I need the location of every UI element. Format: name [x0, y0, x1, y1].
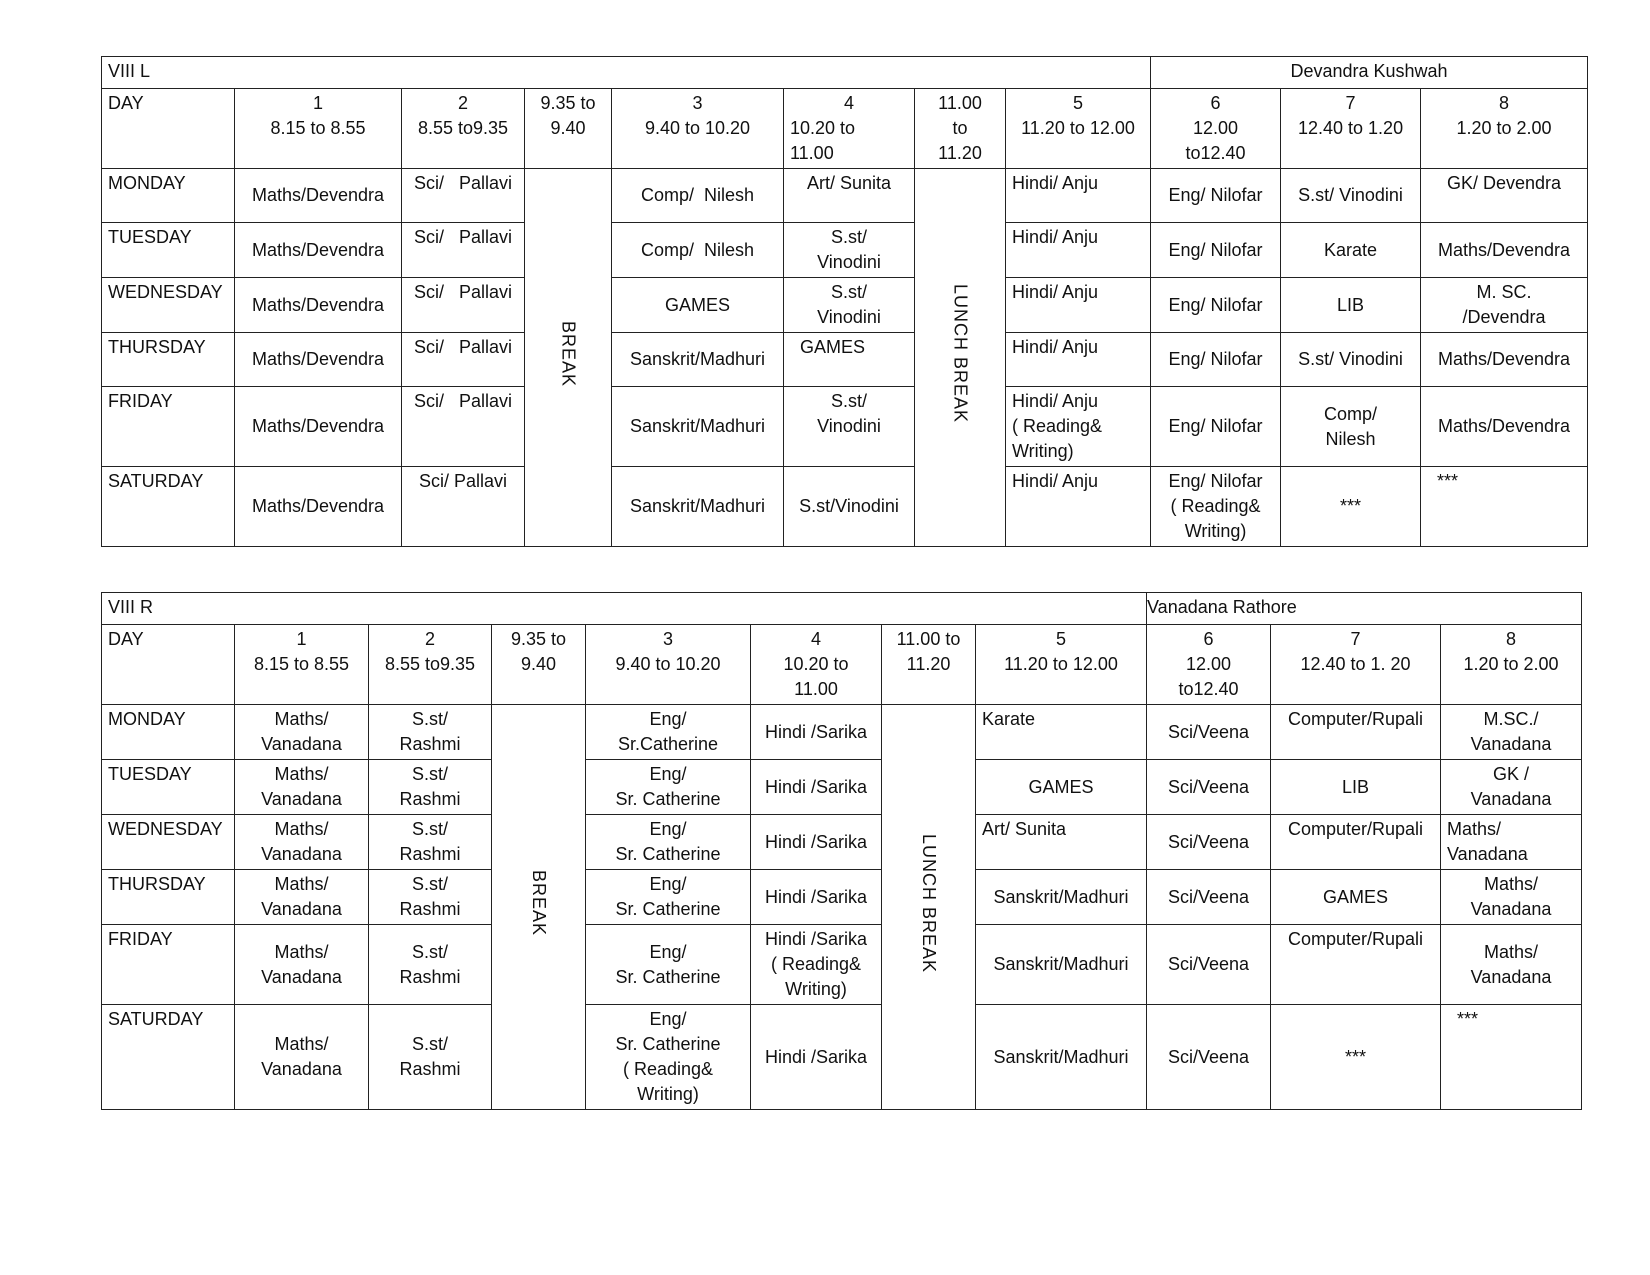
day-cell: SATURDAY [102, 467, 235, 547]
period-6-cell: Eng/ Nilofar [1151, 223, 1281, 278]
period-5-cell: Art/ Sunita [976, 815, 1147, 870]
header-period-1: 1 8.15 to 8.55 [235, 625, 369, 705]
period-7-cell: LIB [1271, 760, 1441, 815]
header-break-time: 9.35 to 9.40 [492, 625, 586, 705]
period-4-cell: Hindi /Sarika [751, 815, 882, 870]
period-3-cell: Eng/ Sr. Catherine ( Reading& Writing) [586, 1005, 751, 1110]
period-8-cell: M. SC. /Devendra [1421, 278, 1588, 333]
class-name: VIII L [102, 57, 1151, 89]
table-row [102, 925, 1582, 1005]
period-5-cell: Hindi/ Anju ( Reading& Writing) [1006, 387, 1151, 467]
break-column: BREAK [492, 705, 586, 1110]
period-7-cell: S.st/ Vinodini [1281, 333, 1421, 387]
period-5-cell: Hindi/ Anju [1006, 223, 1151, 278]
table-row [102, 467, 1588, 547]
period-7-cell: Computer/Rupali [1271, 815, 1441, 870]
period-1-cell: Maths/Devendra [235, 333, 402, 387]
day-cell: TUESDAY [102, 760, 235, 815]
lunch-break-column: LUNCH BREAK [915, 169, 1006, 547]
day-cell: THURSDAY [102, 870, 235, 925]
header-period-6: 6 12.00 to12.40 [1147, 625, 1271, 705]
period-1-cell: Maths/Devendra [235, 169, 402, 223]
header-period-4: 4 10.20 to 11.00 [784, 89, 915, 169]
period-2-cell: Sci/ Pallavi [402, 169, 525, 223]
period-2-cell: Sci/ Pallavi [402, 278, 525, 333]
day-cell: THURSDAY [102, 333, 235, 387]
period-7-cell: GAMES [1271, 870, 1441, 925]
period-6-cell: Eng/ Nilofar [1151, 169, 1281, 223]
day-cell: FRIDAY [102, 925, 235, 1005]
period-4-cell: Hindi /Sarika ( Reading& Writing) [751, 925, 882, 1005]
period-7-cell: *** [1271, 1005, 1441, 1110]
period-5-cell: Sanskrit/Madhuri [976, 925, 1147, 1005]
period-2-cell: Sci/ Pallavi [402, 387, 525, 467]
period-4-cell: Hindi /Sarika [751, 705, 882, 760]
period-2-cell: S.st/ Rashmi [369, 815, 492, 870]
period-5-cell: Sanskrit/Madhuri [976, 1005, 1147, 1110]
period-6-cell: Sci/Veena [1147, 925, 1271, 1005]
period-2-cell: S.st/ Rashmi [369, 925, 492, 1005]
period-6-cell: Eng/ Nilofar [1151, 333, 1281, 387]
header-period-3: 3 9.40 to 10.20 [586, 625, 751, 705]
header-lunch-time: 11.00 to 11.20 [882, 625, 976, 705]
period-2-cell: Sci/ Pallavi [402, 333, 525, 387]
period-1-cell: Maths/Devendra [235, 387, 402, 467]
header-period-7: 7 12.40 to 1.20 [1281, 89, 1421, 169]
period-2-cell: S.st/ Rashmi [369, 1005, 492, 1110]
header-period-4: 4 10.20 to 11.00 [751, 625, 882, 705]
period-6-cell: Eng/ Nilofar [1151, 278, 1281, 333]
class-name: VIII R [102, 593, 1147, 625]
period-6-cell: Sci/Veena [1147, 705, 1271, 760]
table-row [102, 815, 1582, 870]
period-4-cell: Hindi /Sarika [751, 760, 882, 815]
day-cell: FRIDAY [102, 387, 235, 467]
timetable-viii-l [101, 56, 1588, 547]
period-4-cell: GAMES [784, 333, 915, 387]
header-period-5: 5 11.20 to 12.00 [976, 625, 1147, 705]
period-1-cell: Maths/ Vanadana [235, 705, 369, 760]
period-5-cell: Karate [976, 705, 1147, 760]
period-4-cell: S.st/ Vinodini [784, 223, 915, 278]
period-3-cell: Sanskrit/Madhuri [612, 333, 784, 387]
period-5-cell: Sanskrit/Madhuri [976, 870, 1147, 925]
period-4-cell: S.st/ Vinodini [784, 387, 915, 467]
header-period-8: 8 1.20 to 2.00 [1441, 625, 1582, 705]
period-4-cell: Hindi /Sarika [751, 1005, 882, 1110]
period-8-cell: Maths/Devendra [1421, 223, 1588, 278]
period-3-cell: Eng/ Sr. Catherine [586, 815, 751, 870]
header-period-2: 2 8.55 to9.35 [369, 625, 492, 705]
period-8-cell: M.SC./ Vanadana [1441, 705, 1582, 760]
period-1-cell: Maths/Devendra [235, 278, 402, 333]
period-4-cell: S.st/ Vinodini [784, 278, 915, 333]
header-day: DAY [102, 625, 235, 705]
period-2-cell: Sci/ Pallavi [402, 467, 525, 547]
period-5-cell: Hindi/ Anju [1006, 467, 1151, 547]
header-period-2: 2 8.55 to9.35 [402, 89, 525, 169]
period-1-cell: Maths/ Vanadana [235, 1005, 369, 1110]
header-period-5: 5 11.20 to 12.00 [1006, 89, 1151, 169]
period-8-cell: *** [1421, 467, 1588, 547]
class-teacher: Devandra Kushwah [1151, 57, 1588, 89]
period-8-cell: Maths/Devendra [1421, 333, 1588, 387]
period-5-cell: Hindi/ Anju [1006, 333, 1151, 387]
break-column: BREAK [525, 169, 612, 547]
period-1-cell: Maths/ Vanadana [235, 925, 369, 1005]
table-row [102, 278, 1588, 333]
period-1-cell: Maths/Devendra [235, 223, 402, 278]
day-cell: WEDNESDAY [102, 815, 235, 870]
class-teacher: Vanadana Rathore [1147, 593, 1582, 625]
table-row [102, 387, 1588, 467]
period-7-cell: Karate [1281, 223, 1421, 278]
period-6-cell: Eng/ Nilofar ( Reading& Writing) [1151, 467, 1281, 547]
period-4-cell: S.st/Vinodini [784, 467, 915, 547]
table-row [102, 1005, 1582, 1110]
table-row [102, 223, 1588, 278]
period-4-cell: Art/ Sunita [784, 169, 915, 223]
period-2-cell: Sci/ Pallavi [402, 223, 525, 278]
header-day: DAY [102, 89, 235, 169]
day-cell: MONDAY [102, 705, 235, 760]
header-period-1: 1 8.15 to 8.55 [235, 89, 402, 169]
period-8-cell: *** [1441, 1005, 1582, 1110]
header-lunch-time: 11.00 to 11.20 [915, 89, 1006, 169]
header-period-7: 7 12.40 to 1. 20 [1271, 625, 1441, 705]
period-8-cell: Maths/ Vanadana [1441, 925, 1582, 1005]
period-1-cell: Maths/ Vanadana [235, 815, 369, 870]
period-6-cell: Eng/ Nilofar [1151, 387, 1281, 467]
day-cell: SATURDAY [102, 1005, 235, 1110]
header-period-6: 6 12.00 to12.40 [1151, 89, 1281, 169]
period-7-cell: Computer/Rupali [1271, 925, 1441, 1005]
day-cell: WEDNESDAY [102, 278, 235, 333]
header-period-3: 3 9.40 to 10.20 [612, 89, 784, 169]
header-break-time: 9.35 to 9.40 [525, 89, 612, 169]
period-3-cell: Eng/ Sr. Catherine [586, 760, 751, 815]
period-2-cell: S.st/ Rashmi [369, 870, 492, 925]
period-7-cell: S.st/ Vinodini [1281, 169, 1421, 223]
period-3-cell: Sanskrit/Madhuri [612, 467, 784, 547]
period-7-cell: Comp/ Nilesh [1281, 387, 1421, 467]
table-row [102, 333, 1588, 387]
period-3-cell: Comp/ Nilesh [612, 223, 784, 278]
period-3-cell: Eng/ Sr. Catherine [586, 870, 751, 925]
period-5-cell: GAMES [976, 760, 1147, 815]
period-3-cell: GAMES [612, 278, 784, 333]
period-3-cell: Eng/ Sr. Catherine [586, 925, 751, 1005]
period-1-cell: Maths/Devendra [235, 467, 402, 547]
header-period-8: 8 1.20 to 2.00 [1421, 89, 1588, 169]
period-2-cell: S.st/ Rashmi [369, 760, 492, 815]
header-row [102, 89, 1588, 169]
lunch-break-column: LUNCH BREAK [882, 705, 976, 1110]
period-6-cell: Sci/Veena [1147, 1005, 1271, 1110]
period-8-cell: Maths/Devendra [1421, 387, 1588, 467]
table-row [102, 705, 1582, 760]
period-3-cell: Sanskrit/Madhuri [612, 387, 784, 467]
period-7-cell: *** [1281, 467, 1421, 547]
period-8-cell: GK / Vanadana [1441, 760, 1582, 815]
day-cell: MONDAY [102, 169, 235, 223]
period-1-cell: Maths/ Vanadana [235, 760, 369, 815]
period-6-cell: Sci/Veena [1147, 870, 1271, 925]
period-5-cell: Hindi/ Anju [1006, 278, 1151, 333]
period-8-cell: Maths/ Vanadana [1441, 815, 1582, 870]
period-6-cell: Sci/Veena [1147, 815, 1271, 870]
table-row [102, 169, 1588, 223]
timetable-viii-r [101, 592, 1582, 1110]
period-5-cell: Hindi/ Anju [1006, 169, 1151, 223]
period-8-cell: GK/ Devendra [1421, 169, 1588, 223]
period-6-cell: Sci/Veena [1147, 760, 1271, 815]
header-row [102, 625, 1582, 705]
period-7-cell: LIB [1281, 278, 1421, 333]
day-cell: TUESDAY [102, 223, 235, 278]
period-3-cell: Comp/ Nilesh [612, 169, 784, 223]
period-2-cell: S.st/ Rashmi [369, 705, 492, 760]
period-1-cell: Maths/ Vanadana [235, 870, 369, 925]
period-3-cell: Eng/ Sr.Catherine [586, 705, 751, 760]
period-7-cell: Computer/Rupali [1271, 705, 1441, 760]
table-row [102, 870, 1582, 925]
period-4-cell: Hindi /Sarika [751, 870, 882, 925]
table-row [102, 760, 1582, 815]
period-8-cell: Maths/ Vanadana [1441, 870, 1582, 925]
